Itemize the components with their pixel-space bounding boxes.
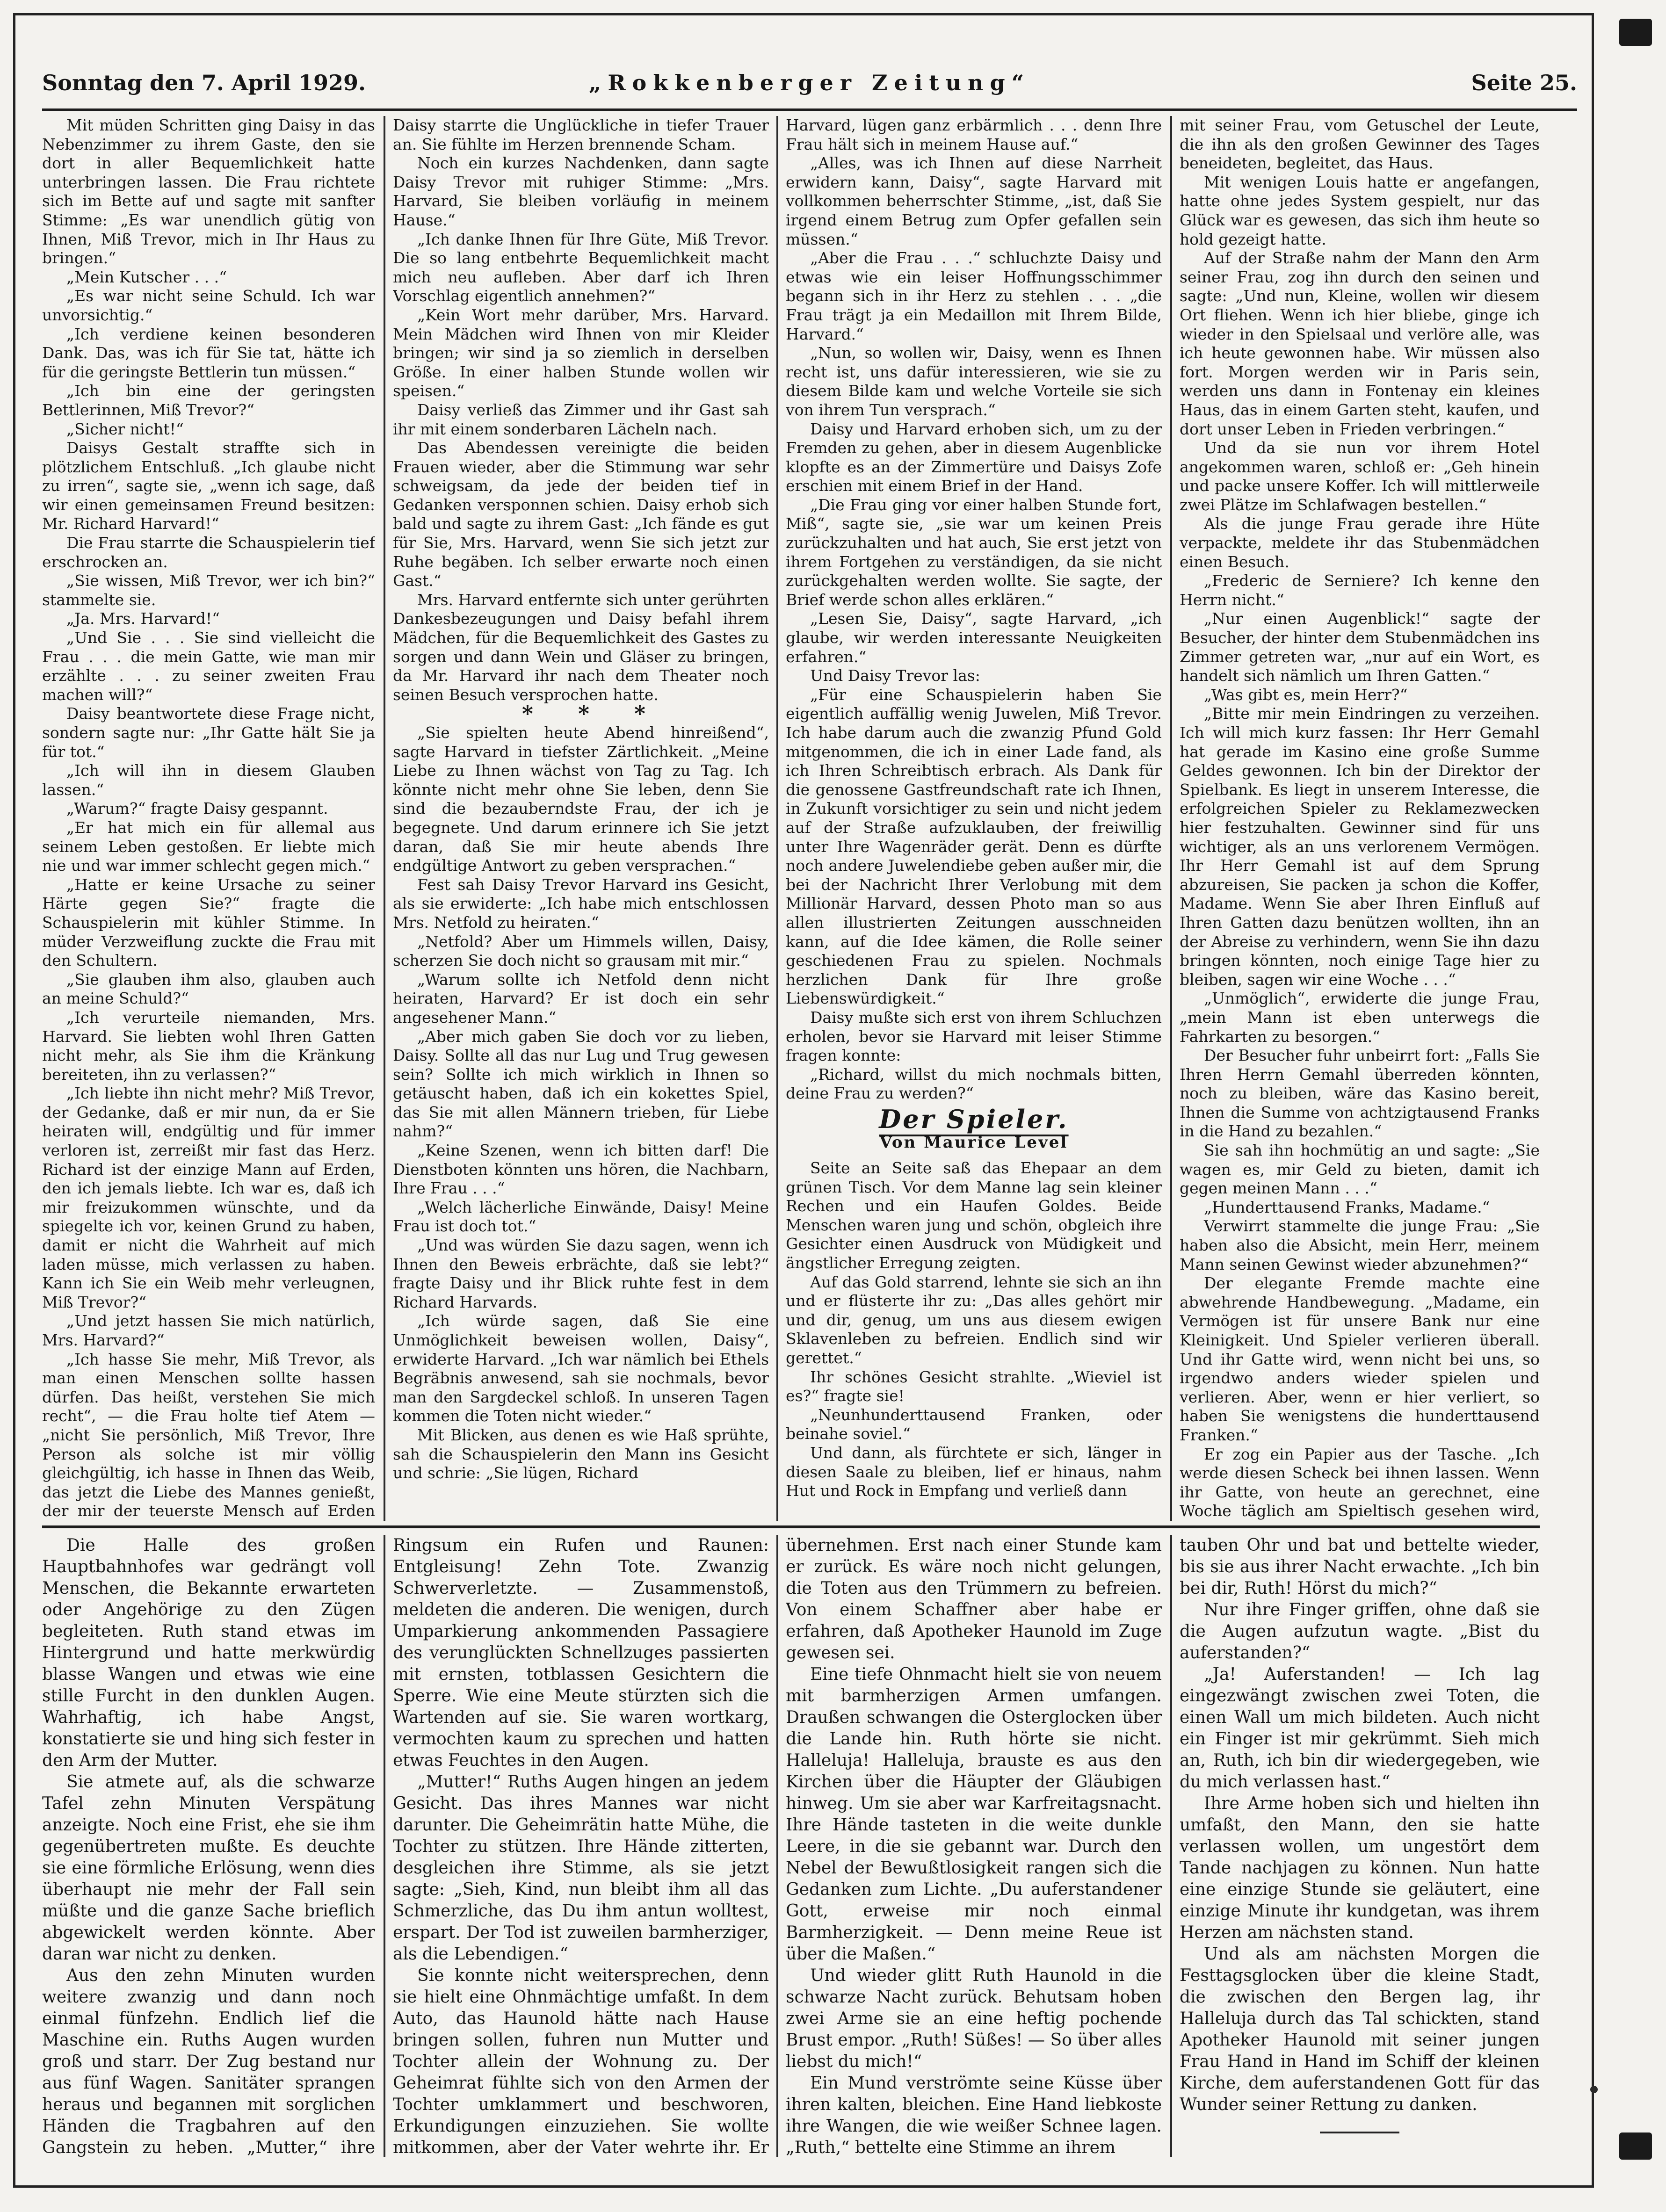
paragraph: Die Frau starrte die Schauspielerin tief erschrocken an. bbox=[42, 534, 375, 571]
paragraph: übernehmen. Erst nach einer Stunde kam er zurück. Es wäre noch nicht gelungen, die Toten aus den Trümmern zu befreien. Von einem Schaffner aber habe er erfahren, daß Apotheker Haunold im Zuge gewesen sei. bbox=[786, 1536, 1162, 1663]
paragraph: „Ja! Auferstanden! — Ich lag eingezwängt zwischen zwei Toten, die einen Wall um mich bildeten. Auch nicht ein Finger ist mir gekrümmt. Sieh mich an, Ruth, ich bin dir wiedergegeben, wie du mich verlassen hast.“ bbox=[1180, 1665, 1540, 1792]
paragraph: Daisy starrte die Unglückliche in tiefer Trauer an. Sie fühlte im Herzen brennende Scham. bbox=[393, 116, 769, 153]
paragraph: „Er hat mich ein für allemal aus seinem Leben gestoßen. Er liebte mich nie und war immer schlecht gegen mich.“ bbox=[42, 818, 375, 875]
paragraph: Sie konnte nicht weitersprechen, denn sie hielt eine Ohnmächtige umfaßt. In dem Auto, das Haunold hätte nach Hause bringen sollen, fuhren nun Mutter und Tochter allein der Wohnung zu. Der Geheimrat fühlte sich von den Armen der Tochter umklammert und beschworen, Erkundigungen einzuziehen. Sie wollte mitkommen, aber der Vater wehrte ihr. Er bbox=[393, 1966, 769, 2157]
paragraph: Seite an Seite saß das Ehepaar an dem grünen Tisch. Vor dem Manne lag sein kleiner Rechen und ein Haufen Goldes. Beide Menschen waren jung und schön, obgleich ihre Gesichter einen Ausdruck von Müdigkeit und ängstlicher Erregung zeigten. bbox=[786, 1159, 1162, 1272]
column-rule bbox=[1170, 1535, 1172, 2157]
paragraph: Er zog ein Papier aus der Tasche. „Ich werde diesen Scheck bei ihnen lassen. Wenn ihr Gatte, von heute an gerechnet, eine Woche täglich am Spieltisch gesehen wird, bbox=[1180, 1445, 1540, 1520]
paragraph: „Richard, willst du mich nochmals bitten, deine Frau zu werden?“ bbox=[786, 1065, 1162, 1103]
column-rule bbox=[384, 116, 385, 1521]
paragraph: „Sie glauben ihm also, glauben auch an meine Schuld?“ bbox=[42, 970, 375, 1008]
paragraph: „Welch lächerliche Einwände, Daisy! Meine Frau ist doch tot.“ bbox=[393, 1198, 769, 1236]
paragraph: „Bitte mir mein Eindringen zu verzeihen. Ich will mich kurz fassen: Ihr Herr Gemahl hat gerade im Kasino eine große Summe Geldes gewonnen. Ich bin der Direktor der Spielbank. Es liegt in unserem Interesse, die erfolgreichen Spieler zu Reklamezwecken hier festzuhalten. Gewinner sind für uns wichtiger, als an uns verlorenem Vermögen. Ihr Herr Gemahl ist auf dem Sprung abzureisen, Sie packen ja schon die Koffer, Madame. Wenn Sie aber Ihren Einfluß auf Ihren Gatten dazu benützen wollten, ihn an der Abreise zu verhindern, wenn Sie ihn dazu bringen könnten, noch einige Tage hier zu bleiben, sagen wir eine Woche . . .“ bbox=[1180, 704, 1540, 989]
column-3 bbox=[786, 116, 1162, 1521]
lower-column-4 bbox=[1180, 1535, 1540, 2157]
section-break: * * * bbox=[522, 701, 665, 727]
paragraph: „Ich verdiene keinen besonderen Dank. Das, was ich für Sie tat, hätte ich für die geringste Bettlerin tun müssen.“ bbox=[42, 325, 375, 381]
paragraph: Ein Mund verströmte seine Küsse über ihren kalten, bleichen. Eine Hand liebkoste ihre Wangen, die wie weißer Schnee lagen. „Ruth,“ bettelte eine Stimme an ihrem bbox=[786, 2074, 1162, 2157]
page-header bbox=[42, 70, 1577, 108]
paragraph: „Ich bin eine der geringsten Bettlerinnen, Miß Trevor?“ bbox=[42, 382, 375, 419]
paragraph: „Nun, so wollen wir, Daisy, wenn es Ihnen recht ist, uns dafür interessieren, wie sie zu diesem Bilde kam und welche Vorteile sie sich von ihrem Tun versprach.“ bbox=[786, 344, 1162, 419]
paragraph: Und Daisy Trevor las: bbox=[810, 666, 980, 685]
paragraph: „Netfold? Aber um Himmels willen, Daisy, scherzen Sie doch nicht so grausam mit mir.“ bbox=[393, 932, 769, 970]
page-number: Seite 25. bbox=[1471, 70, 1577, 95]
paragraph: Die Halle des großen Hauptbahnhofes war gedrängt voll Menschen, die Bekannte erwarteten oder Angehörige zu den Zügen begleiteten. Ruth stand etwas im Hintergrund und hatte merkwürdig blasse Wangen und etwas wie eine stille Furcht in den dunklen Augen. Wahrhaftig, ich habe Angst, konstatierte sie und hing sich fester in den Arm der Mutter. bbox=[42, 1536, 375, 1770]
paragraph: Daisy verließ das Zimmer und ihr Gast sah ihr mit einem sonderbaren Lächeln nach. bbox=[393, 400, 769, 438]
column-rule bbox=[776, 1535, 778, 2157]
issue-date: Sonntag den 7. April 1929. bbox=[42, 70, 366, 95]
paragraph: „Und was würden Sie dazu sagen, wenn ich Ihnen den Beweis erbrächte, daß sie lebt?“ fragte Daisy und ihr Blick ruhte fest in dem Richard Harvards. bbox=[393, 1236, 769, 1311]
paragraph: „Für eine Schauspielerin haben Sie eigentlich auffällig wenig Juwelen, Miß Trevor. Ich habe darum auch die zwanzig Pfund Gold mitgenommen, die ich in einer Lade fand, als ich Ihren Schreibtisch erbrach. Als Dank für die genossene Gastfreundschaft rate ich Ihnen, in Zukunft vorsichtiger zu sein und nicht jedem auf der Straße aufzuklauben, der freiwillig unter Ihre Wagenräder gerät. Denn es dürfte noch andere Juwelendiebe geben außer mir, die bei der Nachricht Ihrer Verlobung mit dem Millionär Harvard, dessen Photo man so aus allen illustrierten Zeitungen ausschneiden kann, auf die Idee kämen, die Rolle seiner geschiedenen Frau zu spielen. Nochmals herzlichen Dank für Ihre große Liebenswürdigkeit.“ bbox=[786, 685, 1162, 1008]
paragraph: „Ich liebte ihn nicht mehr? Miß Trevor, der Gedanke, daß er mir nun, da er Sie heiraten will, endgültig und für immer verloren ist, zerreißt mir fast das Herz. Richard ist der einzige Mann auf Erden, den ich jemals liebte. Ich war es, daß ich mir freizukommen wünschte, und da spiegelte ich vor, keinen Grund zu haben, damit er nicht die Wahrheit auf mich laden müsse, mich verlassen zu haben. Kann ich Sie ein Weib mehr verleugnen, Miß Trevor?“ bbox=[42, 1084, 375, 1311]
column-2 bbox=[393, 116, 769, 1521]
lower-column-2 bbox=[393, 1535, 769, 2157]
paragraph: „Neunhunderttausend Franken, oder beinahe soviel.“ bbox=[786, 1405, 1162, 1443]
paragraph: Als die junge Frau gerade ihre Hüte verpackte, meldete ihr das Stubenmädchen einen Besuch. bbox=[1180, 514, 1540, 571]
paragraph: Daisy mußte sich erst von ihrem Schluchzen erholen, bevor sie Harvard mit leiser Stimme fragen konnte: bbox=[786, 1008, 1162, 1065]
paragraph: „Ich würde sagen, daß Sie eine Unmöglichkeit beweisen wollen, Daisy“, erwiderte Harvard. „Ich war nämlich bei Ethels Begräbnis anwesend, sah sie nochmals, bevor man den Sargdeckel schloß. In unseren Tagen kommen die Toten nicht wieder.“ bbox=[393, 1312, 769, 1425]
paragraph: „Keine Szenen, wenn ich bitten darf! Die Dienstboten könnten uns hören, die Nachbarn, Ihre Frau . . .“ bbox=[393, 1141, 769, 1198]
paragraph: „Ich will ihn in diesem Glauben lassen.“ bbox=[42, 761, 375, 799]
paragraph: tauben Ohr und bat und bettelte wieder, bis sie aus ihrer Nacht erwachte. „Ich bin bei dir, Ruth! Hörst du mich?“ bbox=[1180, 1536, 1540, 1598]
lower-column-3 bbox=[786, 1535, 1162, 2157]
paragraph: „Die Frau ging vor einer halben Stunde fort, Miß“, sagte sie, „sie war um keinen Preis zurückzuhalten und hat auch, Sie erst jetzt von ihrem Fortgehen zu verständigen, da sie nicht zurückgehalten werden wollte. Sie sagte, der Brief werde schon alles erklären.“ bbox=[786, 495, 1162, 609]
paragraph: „Sicher nicht!“ bbox=[66, 419, 184, 438]
paragraph: „Aber mich gaben Sie doch vor zu lieben, Daisy. Sollte all das nur Lug und Trug gewesen sein? Sollte ich mich wirklich in Ihnen so getäuscht haben, daß ich ein kokettes Spiel, das Sie mit allen Männern trieben, für Liebe nahm?“ bbox=[393, 1027, 769, 1141]
paragraph: „Sie spielten heute Abend hinreißend“, sagte Harvard in tiefster Zärtlichkeit. „Meine Liebe zu Ihnen wächst von Tag zu Tag. Ich könnte nicht mehr ohne Sie leben, denn Sie sind die bezauberndste Frau, der ich je begegnete. Und darum erinnere ich Sie jetzt daran, daß Sie mir heute abends Ihre endgültige Antwort zu geben versprachen.“ bbox=[393, 723, 769, 875]
paragraph: „Kein Wort mehr darüber, Mrs. Harvard. Mein Mädchen wird Ihnen von mir Kleider bringen; wir sind ja so ziemlich in derselben Größe. In einer halben Stunde wollen wir speisen.“ bbox=[393, 305, 769, 400]
paragraph: Sie sah ihn hochmütig an und sagte: „Sie wagen es, mir Geld zu bieten, damit ich gegen meinen Mann . . .“ bbox=[1180, 1141, 1540, 1198]
paragraph: Daisy und Harvard erhoben sich, um zu der Fremden zu gehen, aber in diesem Augenblicke klopfte es an der Zimmertüre und Daisys Zofe erschien mit einem Brief in der Hand. bbox=[786, 419, 1162, 495]
paragraph: Auf das Gold starrend, lehnte sie sich an ihn und er flüsterte ihr zu: „Das alles gehört mir und dir, genug, um uns aus diesem ewigen Sklavenleben zu befreien. Endlich sind wir gerettet.“ bbox=[786, 1272, 1162, 1367]
paragraph: Noch ein kurzes Nachdenken, dann sagte Daisy Trevor mit ruhiger Stimme: „Mrs. Harvard, Sie bleiben vorläufig in meinem Hause.“ bbox=[393, 154, 769, 229]
paragraph: „Mutter!“ Ruths Augen hingen an jedem Gesicht. Das ihres Mannes war nicht darunter. Die Geheimrätin hatte Mühe, die Tochter zu stützen. Ihre Hände zitterten, desgleichen ihre Stimme, als sie jetzt sagte: „Sieh, Kind, nun bleibt ihm all das Schmerzliche, das Du ihm antun wolltest, erspart. Der Tod ist zuweilen barmherziger, als die Lebendigen.“ bbox=[393, 1772, 769, 1964]
paragraph: „Sie wissen, Miß Trevor, wer ich bin?“ stammelte sie. bbox=[42, 571, 375, 609]
paragraph: Das Abendessen vereinigte die beiden Frauen wieder, aber die Stimmung war sehr schweigsam, da jede der beiden tief in Gedanken versponnen schien. Daisy erhob sich bald und sagte zu ihrem Gast: „Ich fände es gut für Sie, Mrs. Harvard, wenn Sie sich jetzt zur Ruhe begäben. Ich selber erwarte noch einen Gast.“ bbox=[393, 439, 769, 590]
paragraph: „Was gibt es, mein Herr?“ bbox=[1204, 685, 1408, 704]
column-rule bbox=[776, 116, 778, 1521]
paragraph: „Nur einen Augenblick!“ sagte der Besucher, der hinter dem Stubenmädchen ins Zimmer getreten war, „nur auf ein Wort, es handelt sich nämlich um Ihren Gatten.“ bbox=[1180, 609, 1540, 685]
ink-blot bbox=[1590, 2086, 1598, 2093]
paragraph: Der Besucher fuhr unbeirrt fort: „Falls Sie Ihren Herrn Gemahl überreden könnten, noch zu bleiben, wäre das Kasino bereit, Ihnen die Summe von achtzigtausend Franks in die Hand zu bezahlen.“ bbox=[1180, 1046, 1540, 1141]
paragraph: „Es war nicht seine Schuld. Ich war unvorsichtig.“ bbox=[42, 287, 375, 324]
paragraph: „Hatte er keine Ursache zu seiner Härte gegen Sie?“ fragte die Schauspielerin mit kühler Stimme. In müder Verzweiflung zuckte die Frau mit den Schultern. bbox=[42, 875, 375, 970]
paragraph: Und als am nächsten Morgen die Festtagsglocken über die kleine Stadt, die zwischen den Bergen lag, ihr Halleluja durch das Tal schickten, stand Apotheker Haunold mit seiner jungen Frau Hand in Hand im Schiff der kleinen Kirche, dem auferstandenen Gott für das Wunder seiner Rettung zu danken. bbox=[1180, 1945, 1540, 2114]
paragraph: „Frederic de Serniere? Ich kenne den Herrn nicht.“ bbox=[1180, 571, 1540, 609]
paragraph: „Ja. Mrs. Harvard!“ bbox=[66, 609, 220, 628]
section-rule bbox=[42, 1525, 1540, 1528]
column-4 bbox=[1180, 116, 1540, 1521]
paragraph: Der elegante Fremde machte eine abwehrende Handbewegung. „Madame, ein Vermögen ist für unsere Bank nur eine Kleinigkeit. Und Spieler verlieren überall. Und ihr Gatte wird, wenn nicht bei uns, so irgendwo anders wieder spielen und verlieren. Aber, wenn er hier verliert, so haben Sie wenigstens die hunderttausend Franken.“ bbox=[1180, 1274, 1540, 1444]
paragraph: „Und Sie . . . Sie sind vielleicht die Frau . . . die mein Gatte, wie man mir erzählte . . . zu seiner zweiten Frau machen will?“ bbox=[42, 629, 375, 704]
column-rule bbox=[1170, 116, 1172, 1521]
paragraph: Mrs. Harvard entfernte sich unter gerührten Dankesbezeugungen und Daisy befahl ihrem Mädchen, für die Bequemlichkeit des Gastes zu sorgen und dann Wein und Gläser zu bringen, da Mr. Harvard ihr nach dem Theater noch seinen Besuch versprochen hatte. bbox=[393, 590, 769, 704]
binding-hole bbox=[1619, 2132, 1652, 2160]
paragraph: Harvard, lügen ganz erbärmlich . . . denn Ihre Frau hält sich in meinem Hause auf.“ bbox=[786, 116, 1162, 153]
paragraph: „Ich verurteile niemanden, Mrs. Harvard. Sie liebten wohl Ihren Gatten nicht mehr, als Sie ihm die Kränkung bereiteten, ihn zu verlassen?“ bbox=[42, 1008, 375, 1084]
lower-column-1 bbox=[42, 1535, 375, 2157]
paragraph: Mit müden Schritten ging Daisy in das Nebenzimmer zu ihrem Gaste, den sie dort in aller Bequemlichkeit hatte unterbringen lassen. Die Frau richtete sich im Bette auf und sagte mit sanfter Stimme: „Es war unendlich gütig von Ihnen, Miß Trevor, mich in Ihr Haus zu bringen.“ bbox=[42, 116, 375, 267]
paragraph: „Unmöglich“, erwiderte die junge Frau, „mein Mann ist eben unterwegs die Fahrkarten zu besorgen.“ bbox=[1180, 989, 1540, 1046]
paragraph: Verwirrt stammelte die junge Frau: „Sie haben also die Absicht, mein Herr, meinem Mann seinen Gewinst wieder abzunehmen?“ bbox=[1180, 1217, 1540, 1273]
paragraph: Eine tiefe Ohnmacht hielt sie von neuem mit barmherzigen Armen umfangen. Draußen schwangen die Osterglocken über die Lande hin. Ruth hörte sie nicht. Halleluja! Halleluja, brauste es aus den Kirchen über die Häupter der Gläubigen hinweg. Um sie aber war Karfreitagsnacht. Ihre Hände tasteten in die weite dunkle Leere, in die sie gebannt war. Durch den Nebel der Bewußtlosigkeit rangen sich die Gedanken zum Lichte. „Du auferstandener Gott, erweise mir noch einmal Barmherzigkeit. — Denn meine Reue ist über die Maßen.“ bbox=[786, 1665, 1162, 1964]
paragraph: mit seiner Frau, vom Getuschel der Leute, die ihn als den großen Gewinner des Tages beneideten, begleitet, das Haus. bbox=[1180, 116, 1540, 173]
column-1 bbox=[42, 116, 375, 1521]
newspaper-name: „Rokkenberger Zeitung“ bbox=[588, 70, 1031, 95]
paragraph: Daisy beantwortete diese Frage nicht, sondern sagte nur: „Ihr Gatte hält Sie ja für tot.“ bbox=[42, 704, 375, 761]
paragraph: „Alles, was ich Ihnen auf diese Narrheit erwidern kann, Daisy“, sagte Harvard mit vollkommen beherrschter Stimme, „ist, daß Sie irgend einem Betrug zum Opfer gefallen sein müssen.“ bbox=[786, 154, 1162, 248]
paragraph: „Lesen Sie, Daisy“, sagte Harvard, „ich glaube, wir werden interessante Neuigkeiten erfahren.“ bbox=[786, 609, 1162, 666]
binding-hole bbox=[1619, 19, 1652, 46]
paragraph: Und da sie nun vor ihrem Hotel angekommen waren, schloß er: „Geh hinein und packe unsere Koffer. Ich will mittlerweile zwei Plätze im Schlafwagen bestellen.“ bbox=[1180, 439, 1540, 514]
end-rule bbox=[1320, 2132, 1399, 2133]
paragraph: Sie atmete auf, als die schwarze Tafel zehn Minuten Verspätung anzeigte. Noch eine Frist, ehe sie ihm gegenübertreten mußte. Es deuchte sie eine förmliche Erlösung, wenn dies überhaupt nie mehr der Fall sein müßte und die ganze Sache brieflich abgewickelt werden könnte. Aber daran war nicht zu denken. bbox=[42, 1772, 375, 1964]
paragraph: Ringsum ein Rufen und Raunen: Entgleisung! Zehn Tote. Zwanzig Schwerverletzte. — Zusammenstoß, meldeten die anderen. Die wenigen, durch Umparkierung ankommenden Passagiere des verunglückten Schnellzuges passierten mit ernsten, totblassen Gesichtern die Sperre. Wie eine Meute stürzten sich die Wartenden auf sie. Sie waren wortkarg, vermochten kaum zu sprechen und hatten etwas Feuchtes in den Augen. bbox=[393, 1536, 769, 1770]
story-byline: Von Maurice Level bbox=[879, 1133, 1068, 1152]
paragraph: „Ich hasse Sie mehr, Miß Trevor, als man einen Menschen sollte hassen dürfen. Das heißt, verstehen Sie mich recht“, — die Frau holte tief Atem — „nicht Sie persönlich, Miß Trevor, Ihre Person als solche ist mir völlig gleichgültig, ich hasse in Ihnen das Weib, das jetzt die Liebe des Mannes genießt, der mir der teuerste Mensch auf Erden bbox=[42, 1350, 375, 1520]
paragraph: „Und jetzt hassen Sie mich natürlich, Mrs. Harvard?“ bbox=[42, 1312, 375, 1349]
paragraph: Daisys Gestalt straffte sich in plötzlichem Entschluß. „Ich glaube nicht zu irren“, sagte sie, „wenn ich sage, daß wir einen gemeinsamen Freund besitzen: Mr. Richard Harvard!“ bbox=[42, 439, 375, 533]
paragraph: „Aber die Frau . . .“ schluchzte Daisy und etwas wie ein leiser Hoffnungsschimmer begann sich in ihr Herz zu stehlen . . . „die Frau trägt ja ein Medaillon mit Ihrem Bilde, Harvard.“ bbox=[786, 249, 1162, 343]
column-rule bbox=[384, 1535, 385, 2157]
paragraph: Ihr schönes Gesicht strahlte. „Wieviel ist es?“ fragte sie! bbox=[786, 1367, 1162, 1405]
paragraph: „Mein Kutscher . . .“ bbox=[66, 267, 227, 286]
paragraph: Nur ihre Finger griffen, ohne daß sie die Augen aufzutun wagte. „Bist du auferstanden?“ bbox=[1180, 1600, 1540, 1663]
paragraph: Und dann, als fürchtete er sich, länger in diesen Saale zu bleiben, lief er hinaus, nahm Hut und Rock in Empfang und verließ dann bbox=[786, 1443, 1162, 1500]
paragraph: Fest sah Daisy Trevor Harvard ins Gesicht, als sie erwiderte: „Ich habe mich entschlossen Mrs. Netfold zu heiraten.“ bbox=[393, 875, 769, 932]
paragraph: Und wieder glitt Ruth Haunold in die schwarze Nacht zurück. Behutsam hoben zwei Arme sie an eine heftig pochende Brust empor. „Ruth! Süßes! — So über alles liebst du mich!“ bbox=[786, 1966, 1162, 2071]
paragraph: Aus den zehn Minuten wurden weitere zwanzig und dann noch einmal fünfzehn. Endlich lief die Maschine ein. Ruths Augen wurden groß und starr. Der Zug bestand nur aus fünf Wagen. Sanitäter sprangen heraus und begannen mit sorglichen Händen die Tragbahren auf den Gangstein zu heben. „Mutter,“ ihre bbox=[42, 1966, 375, 2157]
paragraph: „Hunderttausend Franks, Madame.“ bbox=[1204, 1198, 1490, 1216]
paragraph: „Warum?“ fragte Daisy gespannt. bbox=[66, 799, 328, 818]
paragraph: Ihre Arme hoben sich und hielten ihn umfaßt, den Mann, den sie hatte verlassen wollen, um ungestört dem Tande nachjagen zu können. Nun hatte eine einzige Stunde sie geläutert, eine einzige Minute ihr kundgetan, was ihrem Herzen am nächsten stand. bbox=[1180, 1794, 1540, 1942]
paragraph: „Ich danke Ihnen für Ihre Güte, Miß Trevor. Die so lang entbehrte Bequemlichkeit macht mich neu aufleben. Aber darf ich Ihren Vorschlag eigentlich annehmen?“ bbox=[393, 230, 769, 305]
paragraph: „Warum sollte ich Netfold denn nicht heiraten, Harvard? Er ist doch ein sehr angesehener Mann.“ bbox=[393, 970, 769, 1026]
masthead-rule bbox=[42, 108, 1577, 111]
paragraph: Mit wenigen Louis hatte er angefangen, hatte ohne jedes System gespielt, nur das Glück war es gewesen, das sich ihm heute so hold gezeigt hatte. bbox=[1180, 173, 1540, 248]
story-title: Der Spieler. bbox=[879, 1104, 1069, 1134]
paragraph: Auf der Straße nahm der Mann den Arm seiner Frau, zog ihn durch den seinen und sagte: „Und nun, Kleine, wollen wir diesem Ort fliehen. Wenn ich hier bliebe, ginge ich wieder in den Spielsaal und verlöre alle, was ich heute gewonnen habe. Wir müssen also fort. Morgen werden wir in Paris sein, werden uns dann in Fontenay ein kleines Haus, das in einem Garten steht, kaufen, und dort unser Leben in Frieden verbringen.“ bbox=[1180, 249, 1540, 438]
paragraph: Mit Blicken, aus denen es wie Haß sprühte, sah die Schauspielerin den Mann ins Gesicht und schrie: „Sie lügen, Richard bbox=[393, 1425, 769, 1482]
